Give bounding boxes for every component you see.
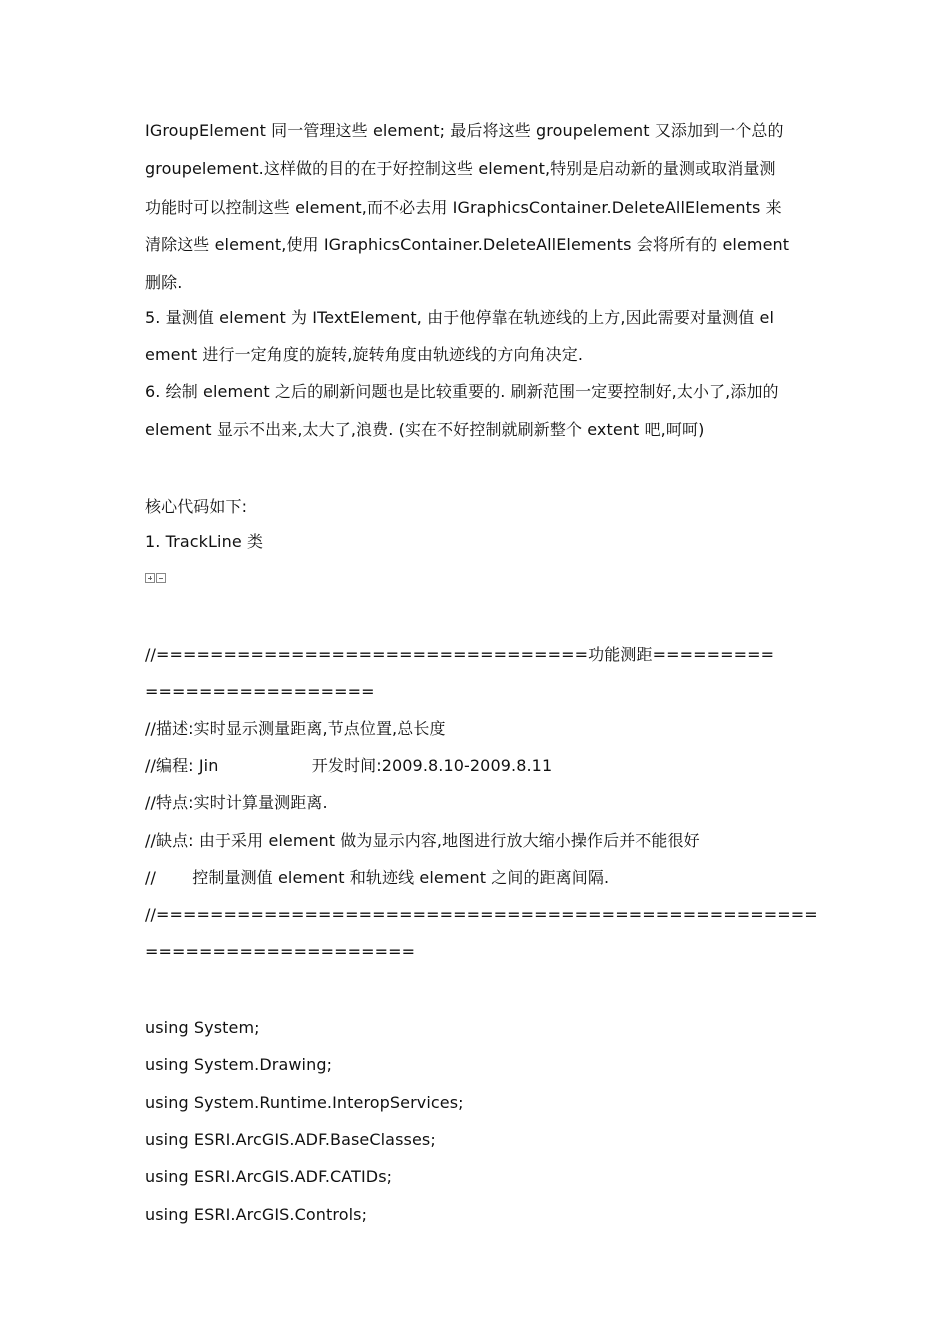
paragraph-line: 6. 绘制 element 之后的刷新问题也是比较重要的. 刷新范围一定要控制好,太小了,添加的 (145, 382, 779, 401)
paragraph-line: groupelement.这样做的目的在于好控制这些 element,特别是启动新的量测或取消量测 (145, 159, 776, 178)
code-comment-line: //描述:实时显示测量距离,节点位置,总长度 (145, 719, 446, 738)
collapse-icon[interactable] (156, 573, 166, 583)
code-comment-line: //================================功能测距========= (145, 645, 775, 664)
code-using-line: using System.Drawing; (145, 1055, 333, 1074)
code-comment-line: //特点:实时计算量测距离. (145, 793, 328, 812)
list-item: 1. TrackLine 类 (145, 532, 264, 551)
code-comment-line: //编程: Jin 开发时间:2009.8.10-2009.8.11 (145, 756, 553, 775)
code-comment-line: ==================== (145, 942, 416, 961)
code-using-line: using ESRI.ArcGIS.ADF.BaseClasses; (145, 1130, 436, 1149)
section-heading: 核心代码如下: (145, 497, 248, 516)
code-using-line: using ESRI.ArcGIS.Controls; (145, 1205, 368, 1224)
code-expander[interactable] (145, 573, 166, 585)
paragraph-line: 删除. (145, 273, 183, 292)
expand-icon[interactable] (145, 573, 155, 583)
paragraph-line: ement 进行一定角度的旋转,旋转角度由轨迹线的方向角决定. (145, 345, 584, 364)
paragraph-line: element 显示不出来,太大了,浪费. (实在不好控制就刷新整个 extent 吧,呵呵) (145, 420, 705, 439)
paragraph-line: 清除这些 element,使用 IGraphicsContainer.DeleteAllElements 会将所有的 element (145, 235, 790, 254)
code-comment-line: //================================================= (145, 905, 818, 924)
paragraph-line: 5. 量测值 element 为 ITextElement, 由于他停靠在轨迹线的上方,因此需要对量测值 el (145, 308, 775, 327)
code-comment-line: //缺点: 由于采用 element 做为显示内容,地图进行放大缩小操作后并不能很好 (145, 831, 700, 850)
code-using-line: using System.Runtime.InteropServices; (145, 1093, 464, 1112)
paragraph-line: IGroupElement 同一管理这些 element; 最后将这些 groupelement 又添加到一个总的 (145, 121, 784, 140)
code-using-line: using System; (145, 1018, 260, 1037)
paragraph-line: 功能时可以控制这些 element,而不必去用 IGraphicsContainer.DeleteAllElements 来 (145, 198, 782, 217)
code-comment-line: // 控制量测值 element 和轨迹线 element 之间的距离间隔. (145, 868, 610, 887)
code-comment-line: ================= (145, 682, 375, 701)
code-using-line: using ESRI.ArcGIS.ADF.CATIDs; (145, 1167, 393, 1186)
